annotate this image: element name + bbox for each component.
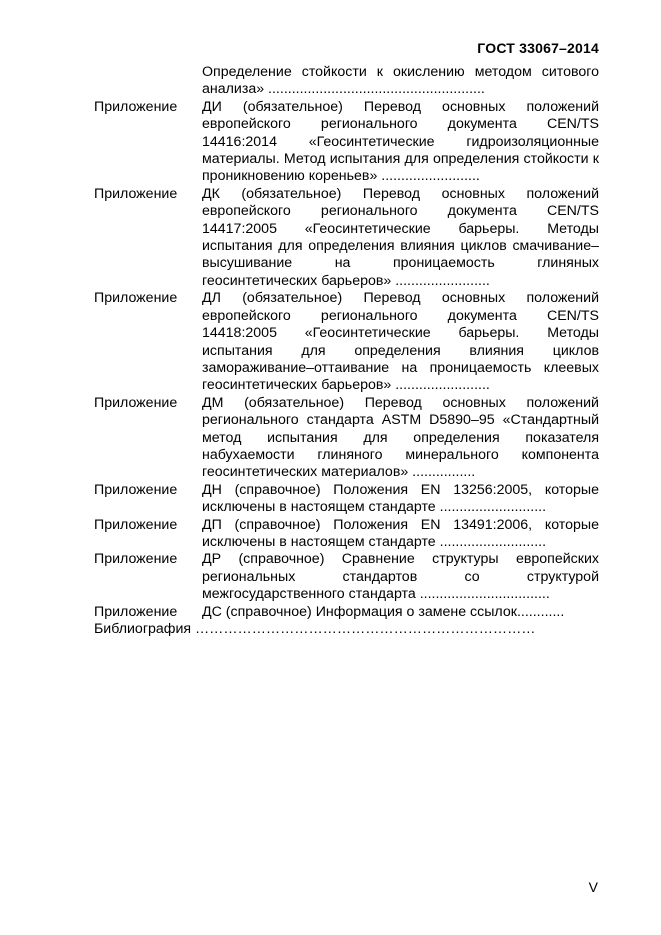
toc-entry-prefix: Приложение [94, 394, 178, 411]
toc-entry-text: Библиография ……………………………………………………………… [94, 621, 536, 637]
toc-entry-appendix-dm[interactable] [94, 395, 599, 482]
toc-entry-prefix: Приложение [94, 481, 178, 498]
toc-entry-text: ДМ (обязательное) Перевод основных положений регионального стандарта ASTM D5890–95 «Стандартный метод испытания для определения показателя набухаемости глиняного минерального компонента геосинтетических материалов» ................ [202, 394, 599, 481]
toc-entry-prefix: Приложение [94, 98, 178, 115]
page-number: V [588, 879, 598, 895]
toc-entry-text: ДП (справочное) Положения EN 13491:2006, которые исключены в настоящем стандарте ........................... [202, 516, 599, 550]
toc-entry-appendix-di[interactable] [94, 99, 599, 186]
toc-entry-appendix-dk[interactable] [94, 186, 599, 290]
toc-entry-bibliography[interactable] [94, 621, 599, 638]
toc-entry-appendix-dp[interactable] [94, 517, 599, 552]
toc-entry-prefix: Приложение [94, 185, 178, 202]
document-code: ГОСТ 33067–2014 [477, 40, 599, 56]
toc-entry-appendix-dn[interactable] [94, 482, 599, 517]
toc-entry-prefix: Приложение [94, 290, 178, 307]
toc-entry-prefix: Приложение [94, 603, 178, 620]
toc-entry-prefix: Приложение [94, 516, 178, 533]
toc-entry-appendix-ds[interactable] [94, 604, 599, 621]
table-of-contents [94, 64, 599, 638]
toc-entry-continuation [94, 64, 599, 99]
toc-entry-text: ДК (обязательное) Перевод основных положений европейского регионального документа CEN/TS 14417:2005 «Геосинтетические барьеры. Методы испытания для определения влияния циклов смачивание–высушивание на проницаемость глиняных геосинтетических барьеров» ........................ [202, 185, 599, 289]
toc-entry-text: ДР (справочное) Сравнение структуры европейских региональных стандартов со структурой межгосударственного стандарта ................................. [202, 551, 599, 603]
toc-entry-prefix: Приложение [94, 551, 178, 568]
toc-entry-text: Определение стойкости к окислению методом ситового анализа» ....................................................... [202, 64, 599, 98]
toc-entry-text: ДИ (обязательное) Перевод основных положений европейского регионального документа CEN/TS 14416:2014 «Геосинтетические гидроизоляционные материалы. Метод испытания для определения стойкости к проникновению кореньев» ......................... [202, 98, 599, 185]
toc-entry-text: ДС (справочное) Информация о замене ссылок............ [202, 603, 565, 620]
toc-entry-text: ДН (справочное) Положения EN 13256:2005, которые исключены в настоящем стандарте ........................... [202, 481, 599, 516]
toc-entry-appendix-dr[interactable] [94, 551, 599, 603]
toc-entry-appendix-dl[interactable] [94, 290, 599, 394]
toc-entry-text: ДЛ (обязательное) Перевод основных положений европейского регионального документа CEN/TS 14418:2005 «Геосинтетические барьеры. Методы испытания для определения влияния циклов замораживание–оттаивание на проницаемость клеевых геосинтетических барьеров» ........................ [202, 290, 599, 394]
